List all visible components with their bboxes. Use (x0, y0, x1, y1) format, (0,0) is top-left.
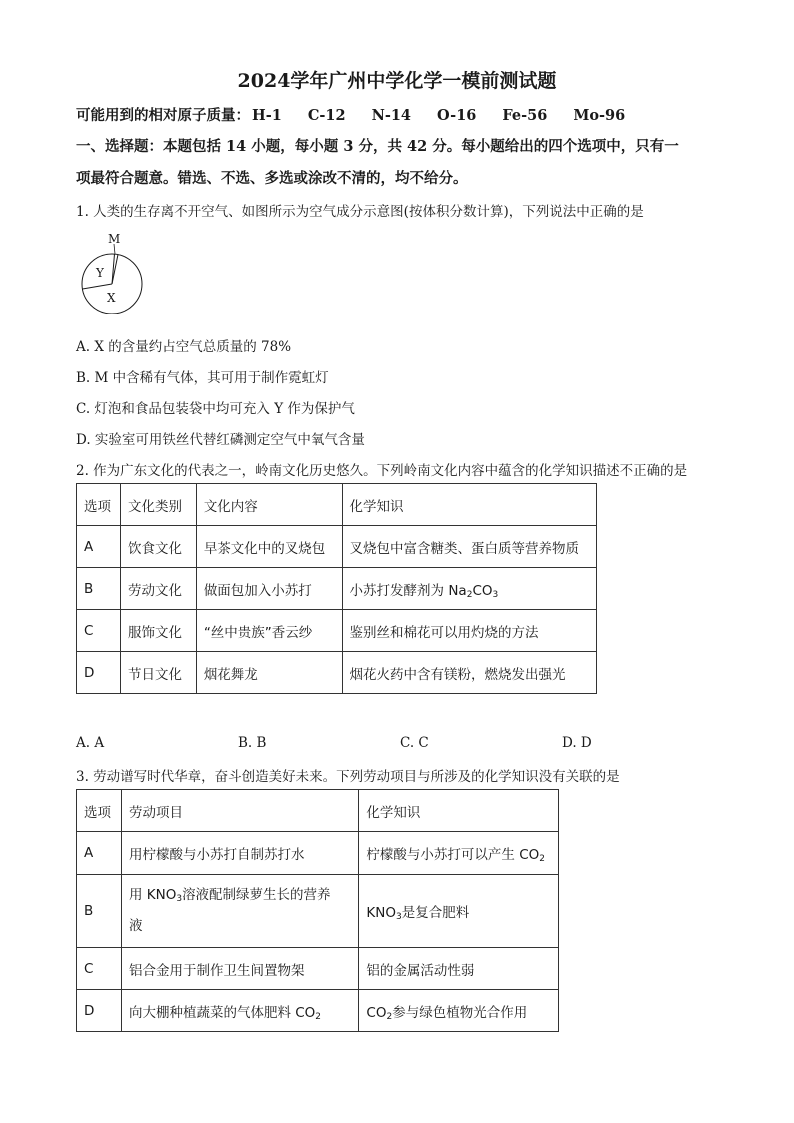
atomic-masses-label: 可能用到的相对原子质量： (76, 107, 250, 124)
formula-text: CO (366, 1004, 387, 1021)
question-2-answer-c: C. C (400, 735, 429, 751)
section-instructions-line2: 项最符合题意。错选、不选、多选或涂改不清的，均不给分。 (76, 170, 468, 187)
cell-text: 是复合肥料 (401, 905, 470, 921)
table-cell: 烟花火药中含有镁粉，燃烧发出强光 (342, 652, 596, 694)
mass-fe: Fe-56 (502, 107, 548, 124)
formula-subscript: 2 (539, 854, 545, 864)
table-row (77, 526, 597, 568)
table-row (77, 652, 597, 694)
table-header-row (77, 484, 597, 526)
table-cell: C (77, 610, 121, 652)
cell-text: 参与绿色植物光合作用 (392, 1004, 528, 1021)
cell-text: 液 (128, 918, 143, 934)
table-cell: C (77, 948, 122, 990)
table-cell (121, 990, 358, 1032)
question-2-stem: 2. 作为广东文化的代表之一，岭南文化历史悠久。下列岭南文化内容中蕴含的化学知识描述不正确的是 (76, 463, 688, 479)
table-cell: D (77, 652, 121, 694)
formula-subscript: 3 (396, 912, 402, 922)
header-cell: 化学知识 (342, 484, 596, 526)
table-cell: 用柠檬酸与小苏打自制苏打水 (121, 832, 358, 875)
question-1-option-c: C. 灯泡和食品包装袋中均可充入 Y 作为保护气 (76, 401, 355, 417)
formula-subscript: 2 (466, 589, 473, 600)
question-3-stem: 3. 劳动谱写时代华章，奋斗创造美好未来。下列劳动项目与所涉及的化学知识没有关联的是 (76, 769, 620, 785)
atomic-masses-line (76, 104, 651, 125)
table-header-row (77, 790, 559, 832)
table-cell: 做面包加入小苏打 (196, 568, 342, 610)
table-cell (359, 990, 559, 1032)
table-cell: B (77, 875, 122, 948)
formula-text: 用 KNO (128, 887, 177, 903)
mass-c: C-12 (307, 107, 346, 124)
header-cell: 劳动项目 (121, 790, 358, 832)
table-cell: 早茶文化中的叉烧包 (196, 526, 342, 568)
cell-text: 溶液配制绿萝生长的营养 (182, 887, 331, 903)
table-cell (359, 875, 559, 948)
mass-mo: Mo-96 (573, 107, 626, 124)
mass-h: H-1 (252, 107, 282, 124)
section-instructions-line1: 一、选择题：本题包括 14 小题，每小题 3 分，共 42 分。每小题给出的四个选项中，只有一 (76, 138, 679, 155)
table-cell: 烟花舞龙 (196, 652, 342, 694)
formula-text: 小苏打发酵剂为 Na (349, 582, 467, 599)
question-1-option-d: D. 实验室可用铁丝代替红磷测定空气中氧气含量 (76, 432, 365, 448)
table-cell: A (77, 832, 122, 875)
formula-subscript: 2 (315, 1011, 322, 1022)
table-row (77, 832, 559, 875)
table-cell: 服饰文化 (120, 610, 196, 652)
table-row (77, 568, 597, 610)
air-composition-pie-figure (76, 232, 152, 314)
page-title: 2024学年广州中学化学一模前测试题 (237, 70, 557, 92)
table-cell: D (77, 990, 122, 1032)
table-cell: 饮食文化 (120, 526, 196, 568)
formula-text: KNO (366, 905, 396, 921)
table-cell: 劳动文化 (120, 568, 196, 610)
table-row (77, 610, 597, 652)
table-cell: A (77, 526, 121, 568)
question-1-option-b: B. M 中含稀有气体，其可用于制作霓虹灯 (76, 370, 329, 386)
table-row (77, 990, 559, 1032)
header-cell: 选项 (77, 484, 121, 526)
question-3-table (76, 789, 559, 1032)
table-cell: 叉烧包中富含糖类、蛋白质等营养物质 (342, 526, 596, 568)
formula-subscript: 3 (492, 589, 499, 600)
pie-label-x: X (107, 291, 116, 305)
table-cell: 鉴别丝和棉花可以用灼烧的方法 (342, 610, 596, 652)
question-2-answer-d: D. D (562, 735, 592, 751)
mass-o: O-16 (437, 107, 477, 124)
pie-label-y: Y (96, 266, 104, 280)
table-row (77, 948, 559, 990)
pie-divider-y-x (83, 284, 113, 289)
question-1-option-a: A. X 的含量约占空气总质量的 78% (76, 339, 292, 355)
formula-subscript: 2 (386, 1011, 393, 1022)
table-cell: “丝中贵族”香云纱 (196, 610, 342, 652)
table-cell (359, 832, 559, 875)
question-1-stem: 1. 人类的生存离不开空气、如图所示为空气成分示意图(按体积分数计算)，下列说法中正确的是 (76, 204, 644, 220)
table-row (77, 875, 559, 948)
table-cell: B (77, 568, 121, 610)
table-cell: 铝的金属活动性弱 (359, 948, 559, 990)
formula-text: CO (472, 582, 493, 599)
pie-label-m: M (108, 232, 121, 246)
formula-text: 柠檬酸与小苏打可以产生 CO (366, 847, 540, 863)
header-cell: 化学知识 (359, 790, 559, 832)
question-2-answer-a: A. A (76, 735, 105, 751)
header-cell: 选项 (77, 790, 122, 832)
question-2-table (76, 483, 597, 694)
formula-subscript: 3 (176, 894, 183, 904)
question-2-answer-b: B. B (238, 735, 267, 751)
formula-text: 向大棚种植蔬菜的气体肥料 CO (128, 1004, 316, 1021)
table-cell (121, 875, 358, 948)
header-cell: 文化类别 (120, 484, 196, 526)
mass-n: N-14 (371, 107, 412, 124)
table-cell (342, 568, 596, 610)
table-cell: 铝合金用于制作卫生间置物架 (121, 948, 358, 990)
table-cell: 节日文化 (120, 652, 196, 694)
header-cell: 文化内容 (196, 484, 342, 526)
